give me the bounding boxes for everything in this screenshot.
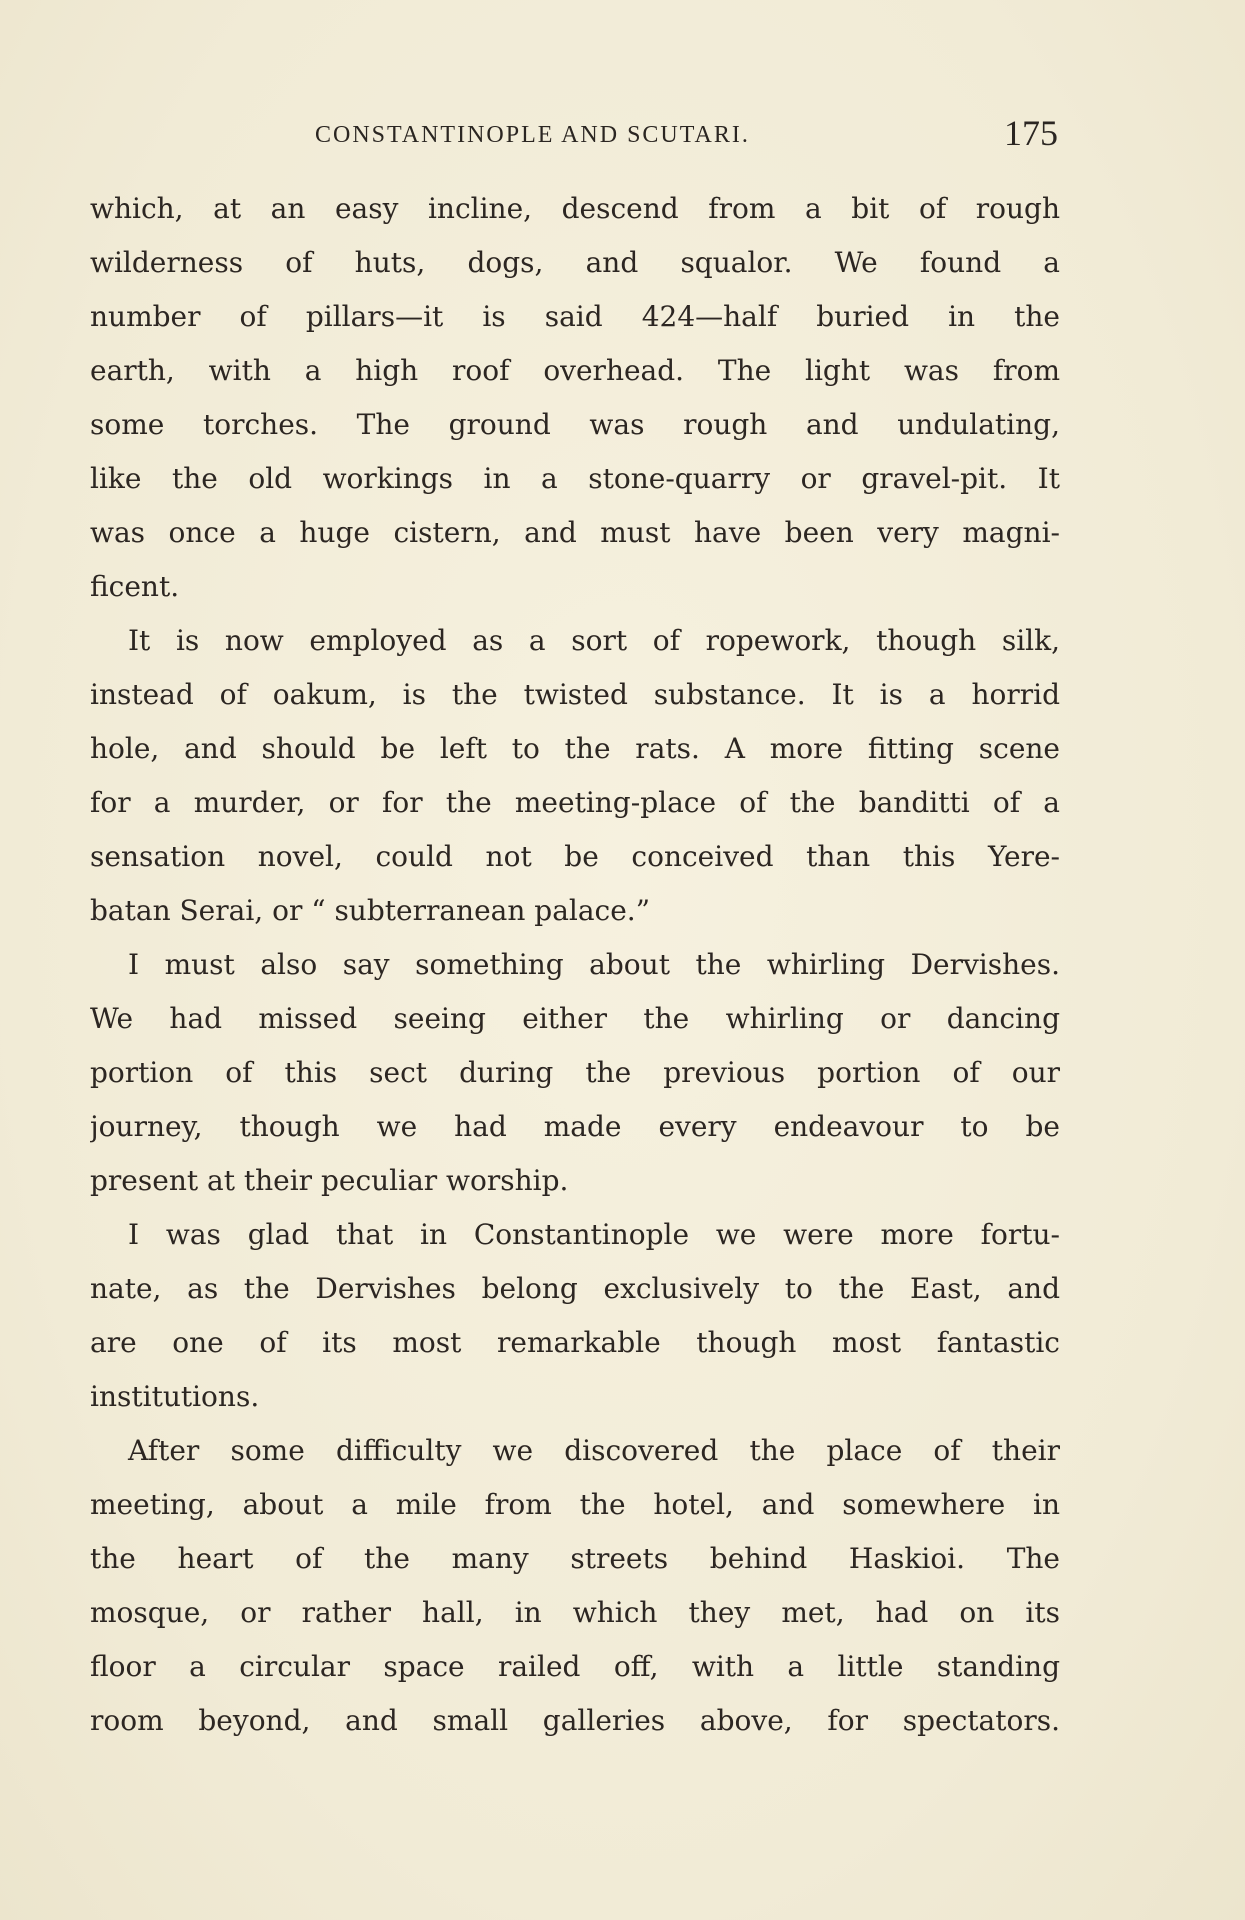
text-line: We had missed seeing either the whirling or dancing	[90, 1002, 1060, 1035]
text-line: I was glad that in Constantinople we were more fortu-	[128, 1218, 1060, 1251]
text-line: institutions.	[90, 1380, 260, 1413]
text-line: which, at an easy incline, descend from a bit of rough	[90, 192, 1060, 225]
text-line: are one of its most remarkable though most fantastic	[90, 1326, 1060, 1359]
text-line: batan Serai, or “ subterranean palace.”	[90, 894, 651, 927]
running-title: CONSTANTINOPLE AND SCUTARI.	[315, 122, 750, 148]
text-line: floor a circular space railed off, with a little standing	[90, 1650, 1060, 1683]
page-number: 175	[1004, 113, 1058, 153]
text-line: hole, and should be left to the rats. A more fitting scene	[90, 732, 1060, 765]
text-line: I must also say something about the whirling Dervishes.	[128, 948, 1060, 981]
text-line: present at their peculiar worship.	[90, 1164, 569, 1197]
text-line: meeting, about a mile from the hotel, and somewhere in	[90, 1488, 1060, 1521]
text-line: mosque, or rather hall, in which they met, had on its	[90, 1596, 1060, 1629]
text-line: ficent.	[90, 570, 180, 603]
text-line: journey, though we had made every endeavour to be	[90, 1110, 1060, 1143]
text-line: sensation novel, could not be conceived than this Yere-	[90, 840, 1060, 873]
text-line: instead of oakum, is the twisted substance. It is a horrid	[90, 678, 1060, 711]
text-line: some torches. The ground was rough and undulating,	[90, 408, 1060, 441]
text-line: After some difficulty we discovered the place of their	[128, 1434, 1060, 1467]
text-line: portion of this sect during the previous portion of our	[90, 1056, 1060, 1089]
text-line: number of pillars—it is said 424—half buried in the	[90, 300, 1060, 333]
page-header	[90, 112, 1060, 160]
text-line: earth, with a high roof overhead. The light was from	[90, 354, 1060, 387]
text-line: for a murder, or for the meeting-place of the banditti of a	[90, 786, 1060, 819]
text-line: was once a huge cistern, and must have been very magni-	[90, 516, 1060, 549]
text-line: like the old workings in a stone-quarry or gravel-pit. It	[90, 462, 1060, 495]
text-line: It is now employed as a sort of ropework, though silk,	[128, 624, 1060, 657]
text-line: room beyond, and small galleries above, for spectators.	[90, 1704, 1060, 1737]
text-line: nate, as the Dervishes belong exclusively to the East, and	[90, 1272, 1060, 1305]
text-line: wilderness of huts, dogs, and squalor. We found a	[90, 246, 1060, 279]
text-line: the heart of the many streets behind Haskioi. The	[90, 1542, 1060, 1575]
body-text	[90, 182, 1060, 1748]
